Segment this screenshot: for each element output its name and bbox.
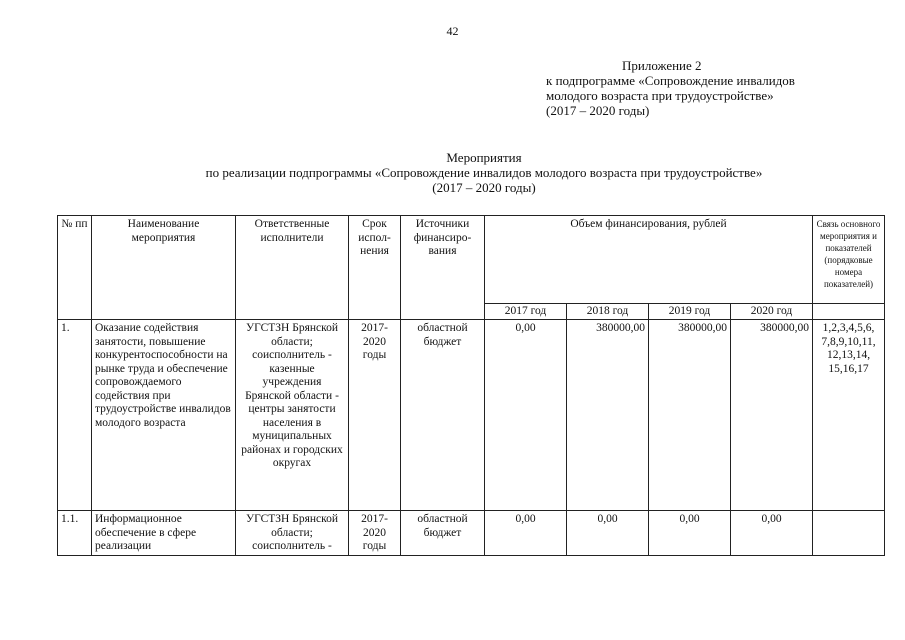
row-amount-2019: 380000,00 xyxy=(649,320,731,511)
row-num: 1.1. xyxy=(58,511,92,556)
row-name: Информационное обеспечение в сфере реализации xyxy=(92,511,236,556)
row-source: областной бюджет xyxy=(401,320,485,511)
appendix-line: к подпрограмме «Сопровождение инвалидов xyxy=(546,73,795,88)
heading-period: (2017 – 2020 годы) xyxy=(432,180,536,195)
appendix-line: (2017 – 2020 годы) xyxy=(546,103,650,118)
table-header-row xyxy=(58,216,885,304)
row-term: 2017-2020 годы xyxy=(349,511,401,556)
header-num: № пп xyxy=(58,216,92,320)
appendix-block xyxy=(546,58,795,118)
table-row xyxy=(58,511,885,556)
row-amount-2020: 380000,00 xyxy=(731,320,813,511)
row-amount-2020: 0,00 xyxy=(731,511,813,556)
header-year-2020: 2020 год xyxy=(731,304,813,320)
header-name: Наименование мероприятия xyxy=(92,216,236,320)
header-link: Связь основного мероприятия и показателей (порядковые номера показателей) xyxy=(813,216,885,304)
row-source: областной бюджет xyxy=(401,511,485,556)
row-amount-2018: 380000,00 xyxy=(567,320,649,511)
row-amount-2017: 0,00 xyxy=(485,320,567,511)
row-term: 2017-2020 годы xyxy=(349,320,401,511)
header-link-spacer xyxy=(813,304,885,320)
header-year-2018: 2018 год xyxy=(567,304,649,320)
appendix-line: молодого возраста при трудоустройстве» xyxy=(546,88,774,103)
header-executors: Ответственные исполнители xyxy=(236,216,349,320)
row-name: Оказание содействия занятости, повышение конкурентоспособности на рынке труда и обеспечение сопровождаемого содействия при трудоустройстве инвалидов молодого возраста xyxy=(92,320,236,511)
table-row xyxy=(58,320,885,511)
measures-table xyxy=(57,215,885,556)
heading-title: Мероприятия xyxy=(446,150,522,165)
appendix-title: Приложение 2 xyxy=(622,58,702,73)
page-number: 42 xyxy=(446,24,459,38)
header-sources: Источники финансиро-вания xyxy=(401,216,485,320)
row-executors: УГСТЗН Брянской области; соисполнитель - казенные учреждения Брянской области - центры занятости населения в муниципальных районах и городских округах xyxy=(236,320,349,511)
row-link: 1,2,3,4,5,6, 7,8,9,10,11, 12,13,14, 15,16,17 xyxy=(813,320,885,511)
heading-subtitle: по реализации подпрограммы «Сопровождение инвалидов молодого возраста при трудоустройстве» xyxy=(205,165,763,180)
row-executors: УГСТЗН Брянской области; соисполнитель - xyxy=(236,511,349,556)
row-amount-2017: 0,00 xyxy=(485,511,567,556)
row-amount-2018: 0,00 xyxy=(567,511,649,556)
row-amount-2019: 0,00 xyxy=(649,511,731,556)
header-funding: Объем финансирования, рублей xyxy=(485,216,813,304)
header-term: Срок испол-нения xyxy=(349,216,401,320)
header-year-2017: 2017 год xyxy=(485,304,567,320)
header-year-2019: 2019 год xyxy=(649,304,731,320)
row-num: 1. xyxy=(58,320,92,511)
document-heading xyxy=(0,150,905,195)
row-link xyxy=(813,511,885,556)
